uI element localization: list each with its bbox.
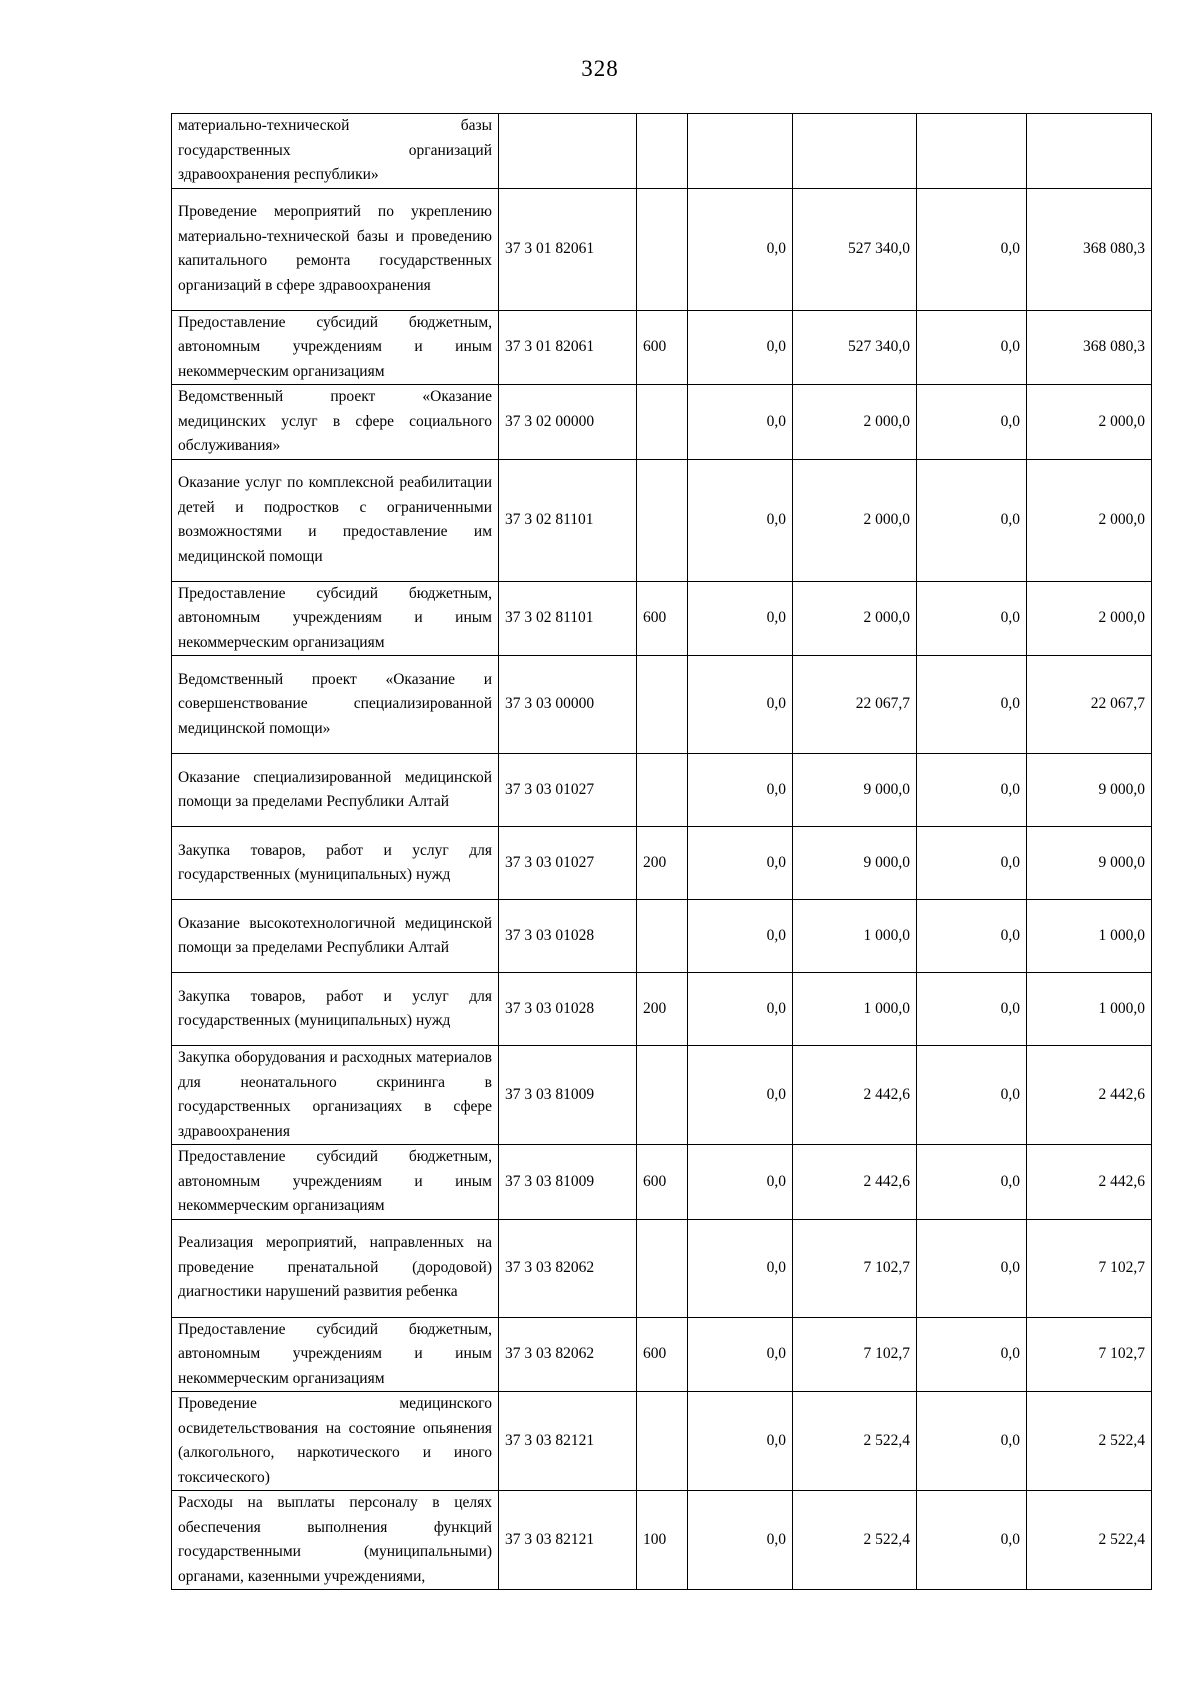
amount-cell-2: 2 522,4 — [793, 1491, 917, 1590]
table-row — [172, 385, 1152, 460]
budget-table — [171, 113, 1152, 1590]
amount-cell-3: 0,0 — [917, 310, 1027, 385]
table-row — [172, 1491, 1152, 1590]
expense-type-cell: 100 — [637, 1491, 688, 1590]
amount-cell-3: 0,0 — [917, 1145, 1027, 1220]
amount-cell-1: 0,0 — [688, 385, 793, 460]
amount-cell-4: 2 000,0 — [1027, 581, 1152, 656]
expense-type-cell — [637, 459, 688, 581]
row-name-cell: Предоставление субсидий бюджетным, автономным учреждениям и иным некоммерческим организациям — [172, 310, 499, 385]
amount-cell-2: 2 000,0 — [793, 581, 917, 656]
amount-cell-4: 2 000,0 — [1027, 459, 1152, 581]
amount-cell-2: 527 340,0 — [793, 310, 917, 385]
target-code-cell — [499, 114, 637, 189]
expense-type-cell — [637, 385, 688, 460]
expense-type-cell: 600 — [637, 1145, 688, 1220]
amount-cell-4: 368 080,3 — [1027, 310, 1152, 385]
target-code-cell: 37 3 03 81009 — [499, 1145, 637, 1220]
expense-type-cell: 200 — [637, 827, 688, 900]
table-row — [172, 656, 1152, 754]
amount-cell-1: 0,0 — [688, 188, 793, 310]
target-code-cell: 37 3 01 82061 — [499, 188, 637, 310]
amount-cell-4: 22 067,7 — [1027, 656, 1152, 754]
target-code-cell: 37 3 03 82062 — [499, 1219, 637, 1317]
amount-cell-3: 0,0 — [917, 459, 1027, 581]
amount-cell-4: 2 522,4 — [1027, 1392, 1152, 1491]
amount-cell-1: 0,0 — [688, 1219, 793, 1317]
amount-cell-1: 0,0 — [688, 656, 793, 754]
amount-cell-1: 0,0 — [688, 1491, 793, 1590]
table-row — [172, 114, 1152, 189]
table-row — [172, 1046, 1152, 1145]
amount-cell-2: 2 000,0 — [793, 385, 917, 460]
expense-type-cell: 600 — [637, 1317, 688, 1392]
target-code-cell: 37 3 03 01028 — [499, 900, 637, 973]
row-name-cell: Проведение медицинского освидетельствования на состояние опьянения (алкогольного, наркотического и иного токсического) — [172, 1392, 499, 1491]
table-row — [172, 581, 1152, 656]
amount-cell-3: 0,0 — [917, 754, 1027, 827]
amount-cell-3: 0,0 — [917, 1392, 1027, 1491]
target-code-cell: 37 3 03 82121 — [499, 1392, 637, 1491]
amount-cell-1: 0,0 — [688, 1046, 793, 1145]
table-row — [172, 459, 1152, 581]
table-body — [172, 114, 1152, 1590]
amount-cell-3: 0,0 — [917, 188, 1027, 310]
amount-cell-2: 2 522,4 — [793, 1392, 917, 1491]
amount-cell-2: 22 067,7 — [793, 656, 917, 754]
table-row — [172, 827, 1152, 900]
expense-type-cell: 600 — [637, 310, 688, 385]
amount-cell-4: 9 000,0 — [1027, 754, 1152, 827]
table-row — [172, 754, 1152, 827]
amount-cell-3: 0,0 — [917, 581, 1027, 656]
row-name-cell: Ведомственный проект «Оказание и совершенствование специализированной медицинской помощи» — [172, 656, 499, 754]
amount-cell-3: 0,0 — [917, 385, 1027, 460]
amount-cell-3: 0,0 — [917, 656, 1027, 754]
row-name-cell: Оказание высокотехнологичной медицинской помощи за пределами Республики Алтай — [172, 900, 499, 973]
table-row — [172, 1145, 1152, 1220]
table-row — [172, 188, 1152, 310]
amount-cell-3: 0,0 — [917, 900, 1027, 973]
target-code-cell: 37 3 03 01027 — [499, 754, 637, 827]
row-name-cell: Закупка оборудования и расходных материалов для неонатального скрининга в государственных организациях в сфере здравоохранения — [172, 1046, 499, 1145]
expense-type-cell: 200 — [637, 973, 688, 1046]
amount-cell-4: 2 000,0 — [1027, 385, 1152, 460]
target-code-cell: 37 3 03 01027 — [499, 827, 637, 900]
amount-cell-1: 0,0 — [688, 1145, 793, 1220]
row-name-cell: Расходы на выплаты персоналу в целях обеспечения выполнения функций государственными (муниципальными) органами, казенными учреждениями, — [172, 1491, 499, 1590]
amount-cell-4: 2 522,4 — [1027, 1491, 1152, 1590]
row-name-cell: Реализация мероприятий, направленных на проведение пренатальной (дородовой) диагностики нарушений развития ребенка — [172, 1219, 499, 1317]
amount-cell-1: 0,0 — [688, 459, 793, 581]
target-code-cell: 37 3 03 82062 — [499, 1317, 637, 1392]
amount-cell-4 — [1027, 114, 1152, 189]
table-row — [172, 1392, 1152, 1491]
amount-cell-4: 7 102,7 — [1027, 1219, 1152, 1317]
expense-type-cell — [637, 1046, 688, 1145]
page-number: 328 — [581, 56, 619, 81]
amount-cell-1: 0,0 — [688, 827, 793, 900]
row-name-cell: Проведение мероприятий по укреплению материально-технической базы и проведению капитального ремонта государственных организаций в сфере здравоохранения — [172, 188, 499, 310]
target-code-cell: 37 3 02 81101 — [499, 581, 637, 656]
amount-cell-2: 2 000,0 — [793, 459, 917, 581]
row-name-cell: материально-технической базы государственных организаций здравоохранения республики» — [172, 114, 499, 189]
amount-cell-3: 0,0 — [917, 827, 1027, 900]
expense-type-cell: 600 — [637, 581, 688, 656]
amount-cell-3: 0,0 — [917, 1046, 1027, 1145]
expense-type-cell — [637, 656, 688, 754]
amount-cell-1: 0,0 — [688, 310, 793, 385]
target-code-cell: 37 3 03 82121 — [499, 1491, 637, 1590]
row-name-cell: Закупка товаров, работ и услуг для государственных (муниципальных) нужд — [172, 973, 499, 1046]
amount-cell-1: 0,0 — [688, 581, 793, 656]
amount-cell-4: 1 000,0 — [1027, 900, 1152, 973]
target-code-cell: 37 3 03 01028 — [499, 973, 637, 1046]
row-name-cell: Закупка товаров, работ и услуг для государственных (муниципальных) нужд — [172, 827, 499, 900]
amount-cell-4: 368 080,3 — [1027, 188, 1152, 310]
amount-cell-1: 0,0 — [688, 1392, 793, 1491]
amount-cell-1: 0,0 — [688, 973, 793, 1046]
amount-cell-3: 0,0 — [917, 1219, 1027, 1317]
amount-cell-2: 9 000,0 — [793, 754, 917, 827]
expense-type-cell — [637, 1392, 688, 1491]
table-row — [172, 900, 1152, 973]
amount-cell-2: 9 000,0 — [793, 827, 917, 900]
target-code-cell: 37 3 02 00000 — [499, 385, 637, 460]
amount-cell-1: 0,0 — [688, 900, 793, 973]
row-name-cell: Предоставление субсидий бюджетным, автономным учреждениям и иным некоммерческим организациям — [172, 1317, 499, 1392]
amount-cell-3: 0,0 — [917, 1491, 1027, 1590]
target-code-cell: 37 3 03 81009 — [499, 1046, 637, 1145]
amount-cell-3: 0,0 — [917, 1317, 1027, 1392]
row-name-cell: Ведомственный проект «Оказание медицинских услуг в сфере социального обслуживания» — [172, 385, 499, 460]
row-name-cell: Предоставление субсидий бюджетным, автономным учреждениям и иным некоммерческим организациям — [172, 581, 499, 656]
amount-cell-1 — [688, 114, 793, 189]
amount-cell-2: 7 102,7 — [793, 1219, 917, 1317]
amount-cell-4: 2 442,6 — [1027, 1145, 1152, 1220]
expense-type-cell — [637, 114, 688, 189]
expense-type-cell — [637, 1219, 688, 1317]
amount-cell-2 — [793, 114, 917, 189]
table-row — [172, 1317, 1152, 1392]
amount-cell-2: 1 000,0 — [793, 973, 917, 1046]
amount-cell-3 — [917, 114, 1027, 189]
row-name-cell: Предоставление субсидий бюджетным, автономным учреждениям и иным некоммерческим организациям — [172, 1145, 499, 1220]
amount-cell-2: 7 102,7 — [793, 1317, 917, 1392]
amount-cell-4: 7 102,7 — [1027, 1317, 1152, 1392]
amount-cell-3: 0,0 — [917, 973, 1027, 1046]
expense-type-cell — [637, 900, 688, 973]
table-row — [172, 310, 1152, 385]
amount-cell-1: 0,0 — [688, 754, 793, 827]
amount-cell-2: 2 442,6 — [793, 1046, 917, 1145]
amount-cell-1: 0,0 — [688, 1317, 793, 1392]
row-name-cell: Оказание услуг по комплексной реабилитации детей и подростков с ограниченными возможностями и предоставление им медицинской помощи — [172, 459, 499, 581]
amount-cell-2: 2 442,6 — [793, 1145, 917, 1220]
amount-cell-4: 1 000,0 — [1027, 973, 1152, 1046]
amount-cell-2: 527 340,0 — [793, 188, 917, 310]
expense-type-cell — [637, 754, 688, 827]
table-row — [172, 973, 1152, 1046]
table-row — [172, 1219, 1152, 1317]
amount-cell-4: 2 442,6 — [1027, 1046, 1152, 1145]
amount-cell-2: 1 000,0 — [793, 900, 917, 973]
row-name-cell: Оказание специализированной медицинской помощи за пределами Республики Алтай — [172, 754, 499, 827]
target-code-cell: 37 3 03 00000 — [499, 656, 637, 754]
target-code-cell: 37 3 02 81101 — [499, 459, 637, 581]
target-code-cell: 37 3 01 82061 — [499, 310, 637, 385]
amount-cell-4: 9 000,0 — [1027, 827, 1152, 900]
expense-type-cell — [637, 188, 688, 310]
